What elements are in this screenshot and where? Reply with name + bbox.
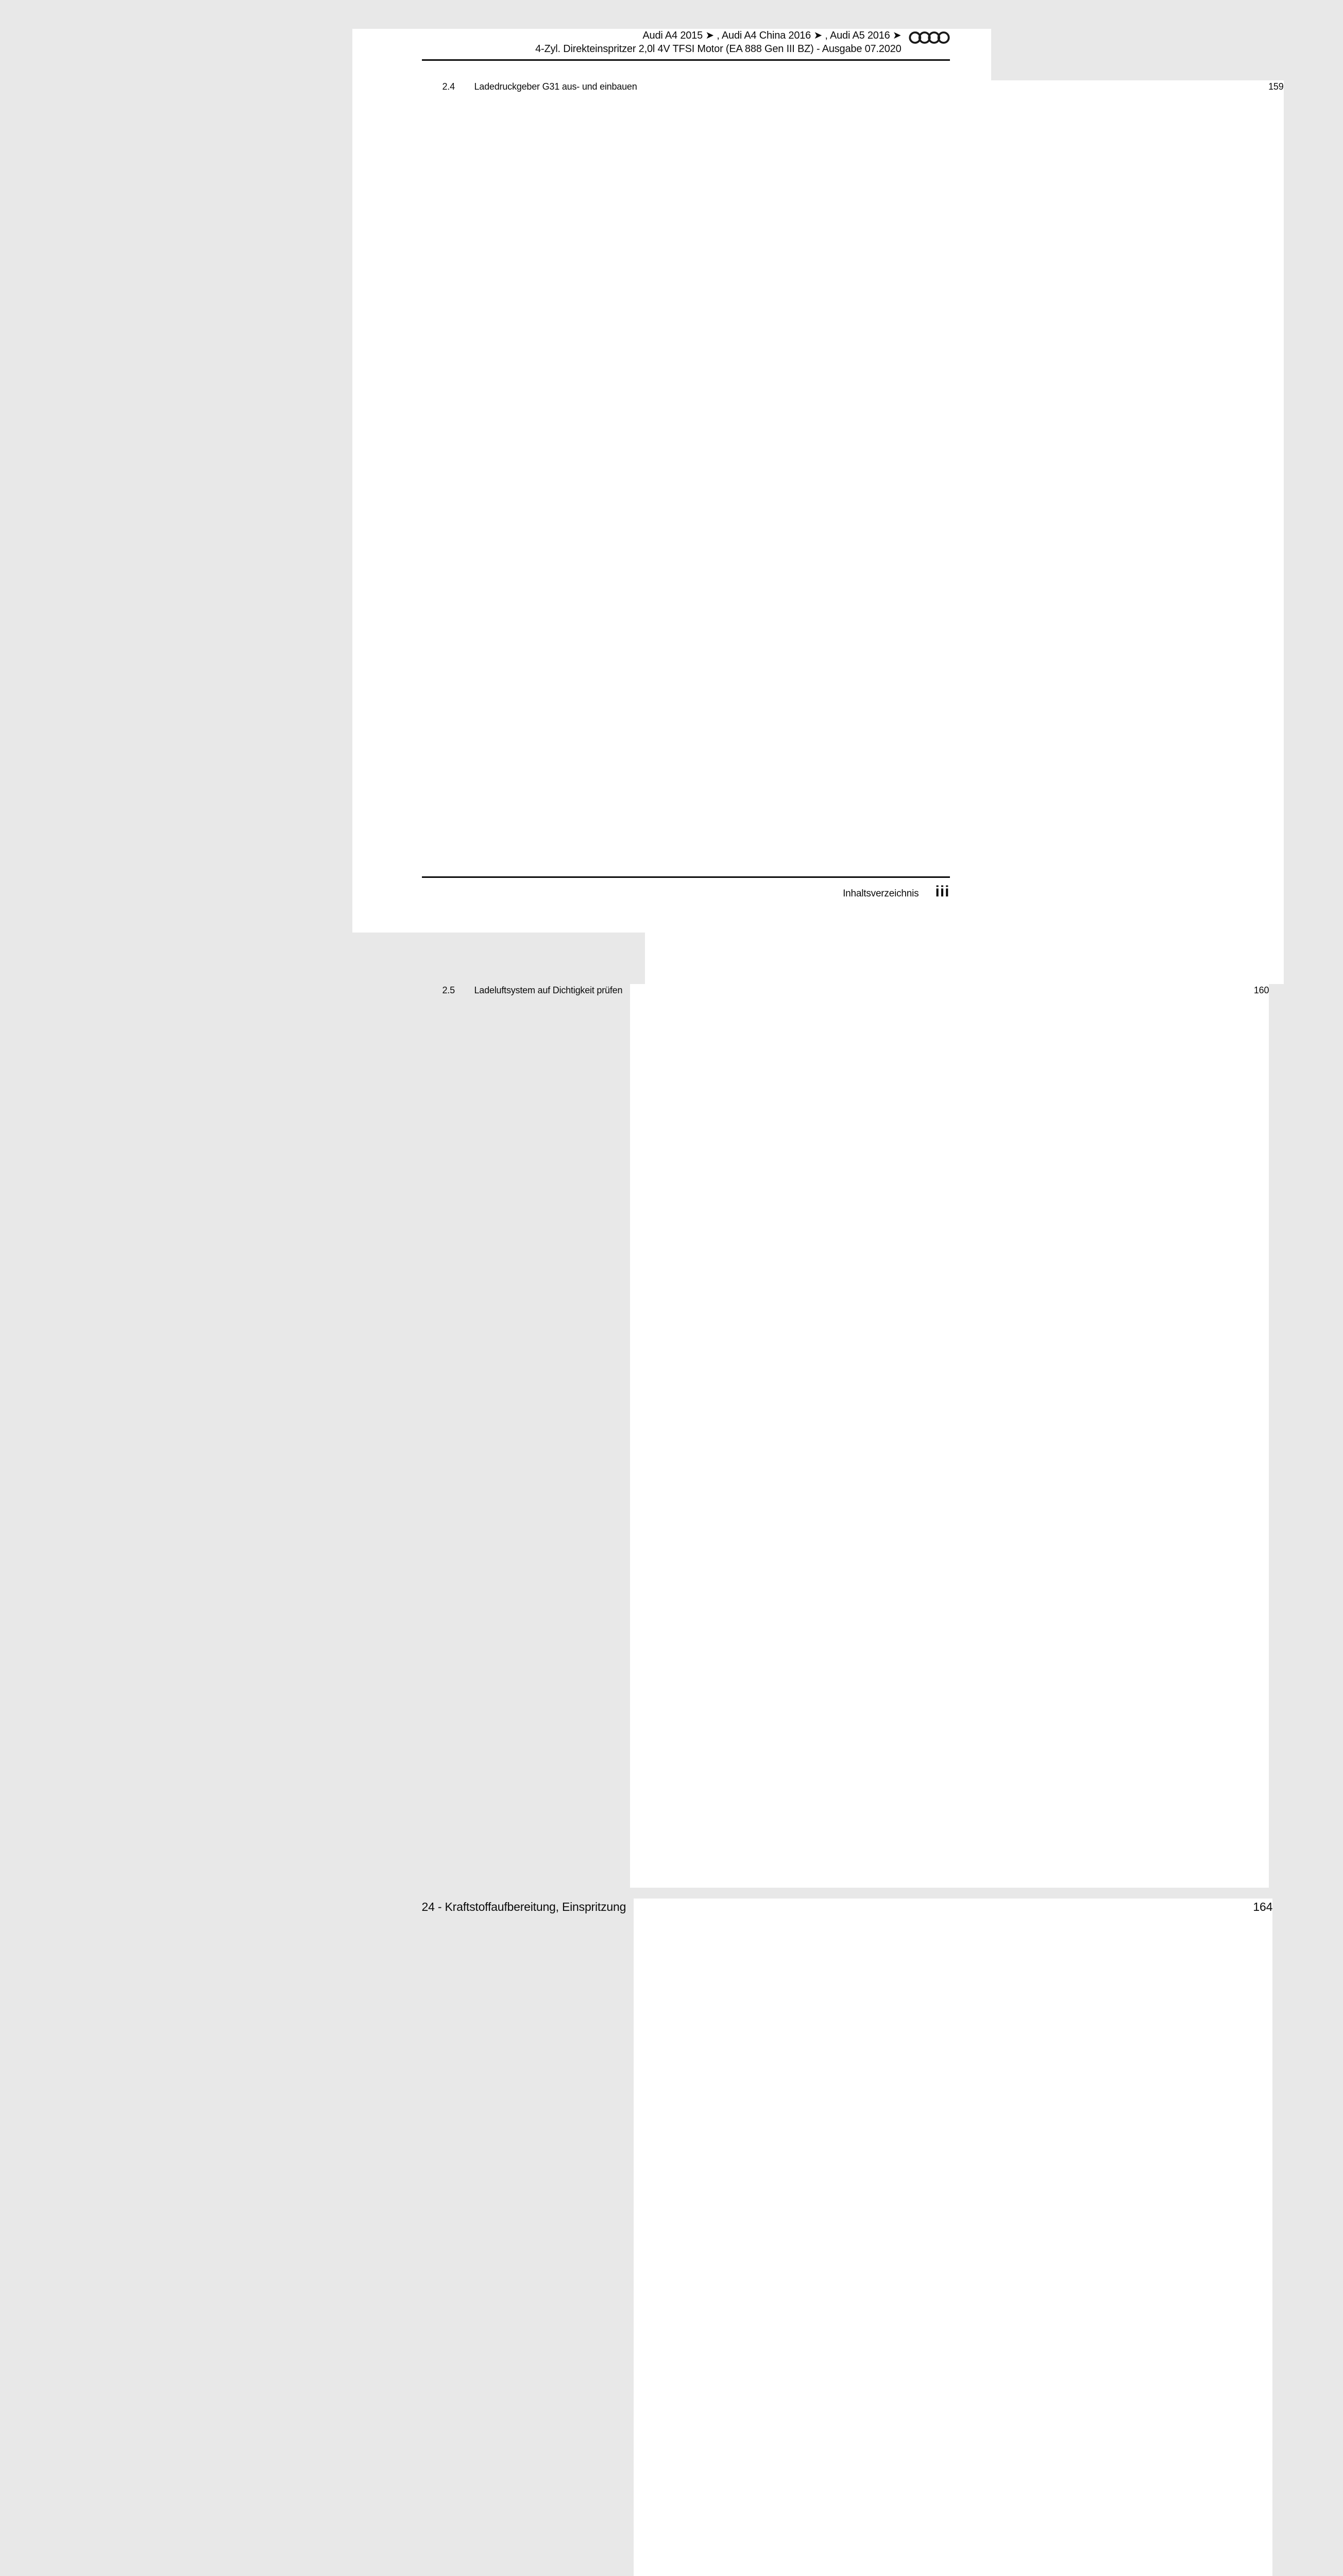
toc-entry-number: 2.4 (442, 81, 455, 92)
table-of-contents (421, 80, 1284, 2576)
footer-page-number: iii (935, 883, 950, 900)
document-header (422, 29, 950, 56)
toc-entry[interactable] (422, 80, 1284, 984)
toc-entry-page: 159 (645, 80, 1284, 984)
page (352, 29, 1284, 1913)
toc-entry-title: Kraftstoffaufbereitung, Einspritzung (445, 1900, 626, 1913)
audi-rings-icon (909, 30, 950, 45)
header-rule (422, 59, 950, 61)
toc-entry[interactable] (422, 984, 1269, 1888)
toc-entry-page: 164 (634, 1899, 1272, 2576)
document-footer (843, 883, 949, 901)
header-models-line: Audi A4 2015 ➤ , Audi A4 China 2016 ➤ , Audi A5 2016 ➤ (642, 30, 902, 41)
toc-entry-page: 160 (630, 984, 1269, 1888)
toc-entry[interactable] (421, 1899, 1273, 2576)
toc-entry-title: Ladeluftsystem auf Dichtigkeit prüfen (474, 985, 623, 995)
footer-title: Inhaltsverzeichnis (843, 888, 919, 899)
toc-entry-number: 24 - (422, 1899, 445, 1915)
header-text-block (535, 29, 901, 56)
header-engine-line: 4-Zyl. Direkteinspritzer 2,0l 4V TFSI Motor (EA 888 Gen III BZ) - Ausgabe 07.2020 (535, 43, 902, 55)
footer-rule (422, 876, 950, 878)
toc-entry-number: 2.5 (442, 985, 455, 995)
toc-entry-title: Ladedruckgeber G31 aus- und einbauen (474, 81, 637, 92)
